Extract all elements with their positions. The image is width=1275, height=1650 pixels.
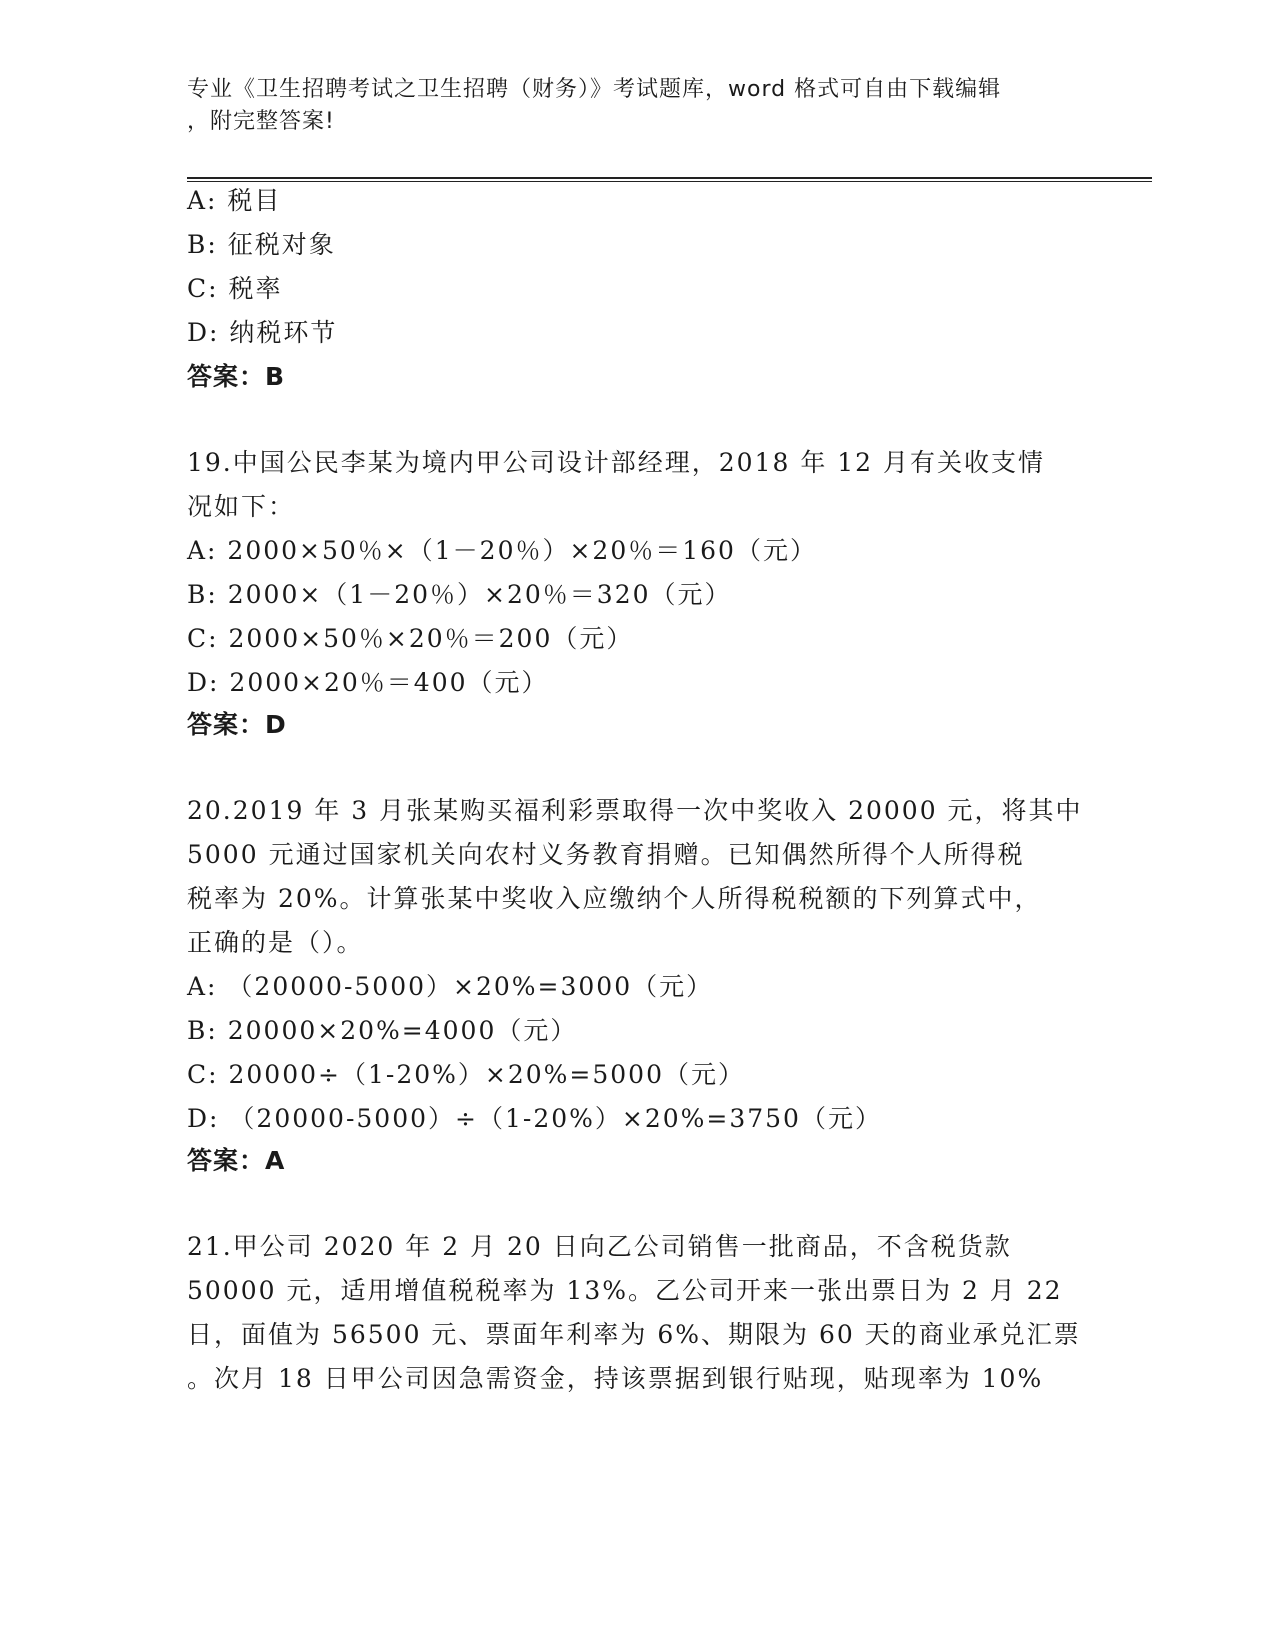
q19-answer: 答案：D xyxy=(187,710,287,739)
q18-answer: 答案：B xyxy=(187,362,286,391)
q20-option-c: C: 20000÷（1-20%）×20%=5000（元） xyxy=(187,1060,745,1089)
header-title-line-2: ，附完整答案! xyxy=(187,109,335,134)
q20-question-line-1: 20.2019 年 3 月张某购买福利彩票取得一次中奖收入 20000 元，将其中 xyxy=(187,796,1083,825)
q21-question-line-1: 21.甲公司 2020 年 2 月 20 日向乙公司销售一批商品，不含税货款 xyxy=(187,1232,1012,1261)
q20-question-line-3: 税率为 20%。计算张某中奖收入应缴纳个人所得税税额的下列算式中， xyxy=(187,884,1042,913)
q20-question-line-4: 正确的是（）。 xyxy=(187,928,364,957)
q21-question-line-3: 日，面值为 56500 元、票面年利率为 6%、期限为 60 天的商业承兑汇票 xyxy=(187,1320,1081,1349)
q19-option-b: B: 2000×（1－20％）×20％＝320（元） xyxy=(187,580,732,609)
q18-option-d: D: 纳税环节 xyxy=(187,318,338,347)
q19-question-line-1: 19.中国公民李某为境内甲公司设计部经理，2018 年 12 月有关收支情 xyxy=(187,448,1046,477)
header-divider-thick xyxy=(187,177,1152,179)
header-title-line-1: 专业《卫生招聘考试之卫生招聘（财务）》考试题库，word 格式可自由下载编辑 xyxy=(187,77,1002,102)
q19-option-a: A: 2000×50％×（1－20％）×20％＝160（元） xyxy=(187,536,817,565)
q20-option-b: B: 20000×20%=4000（元） xyxy=(187,1016,578,1045)
q18-option-a: A: 税目 xyxy=(187,186,282,215)
q20-answer: 答案：A xyxy=(187,1146,286,1175)
header-divider-thin xyxy=(187,181,1152,182)
q21-question-line-2: 50000 元，适用增值税税率为 13%。乙公司开来一张出票日为 2 月 22 xyxy=(187,1276,1063,1305)
q21-question-line-4: 。次月 18 日甲公司因急需资金，持该票据到银行贴现，贴现率为 10% xyxy=(187,1364,1044,1393)
q20-option-a: A: （20000-5000）×20%=3000（元） xyxy=(187,972,714,1001)
q18-option-b: B: 征税对象 xyxy=(187,230,336,259)
document-header xyxy=(187,74,1067,138)
q20-question-line-2: 5000 元通过国家机关向农村义务教育捐赠。已知偶然所得个人所得税 xyxy=(187,840,1025,869)
q19-question-line-2: 况如下： xyxy=(187,492,296,521)
q19-option-d: D: 2000×20％＝400（元） xyxy=(187,668,549,697)
q20-option-d: D: （20000-5000）÷（1-20%）×20%=3750（元） xyxy=(187,1104,882,1133)
q19-option-c: C: 2000×50％×20％＝200（元） xyxy=(187,624,634,653)
q18-option-c: C: 税率 xyxy=(187,274,283,303)
